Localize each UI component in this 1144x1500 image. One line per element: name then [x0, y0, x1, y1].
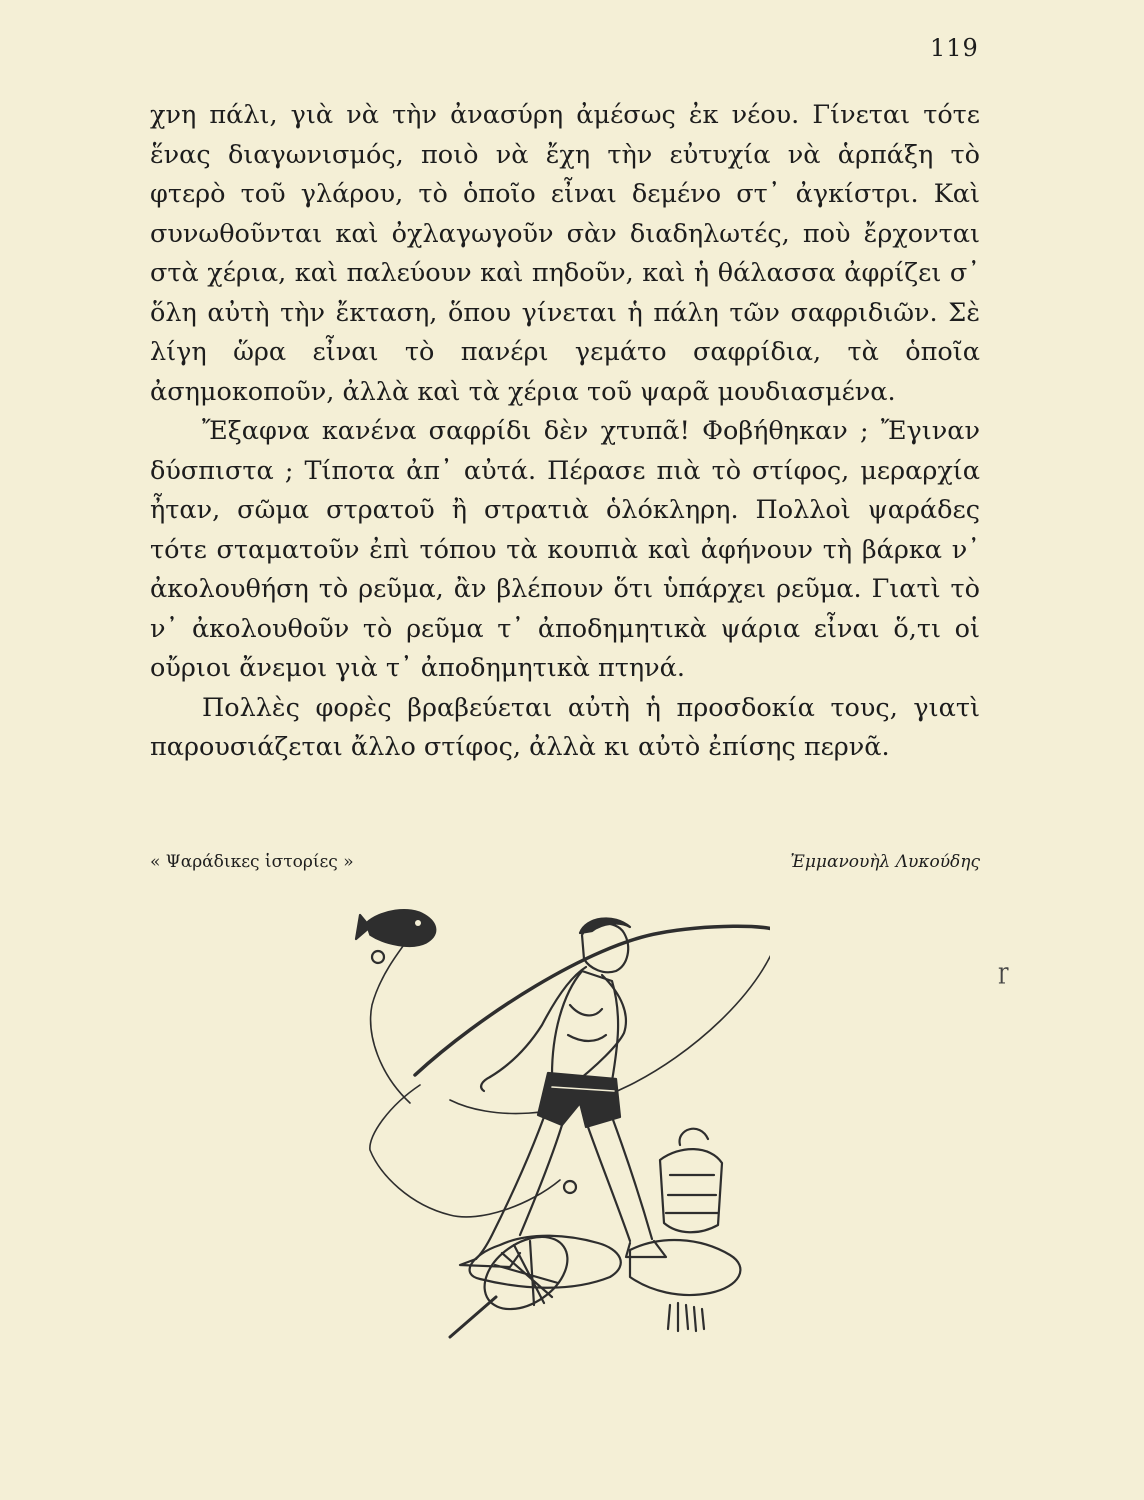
paragraph-1: χνη πάλι, γιὰ νὰ τὴν ἀνασύρη ἀμέσως ἐκ νέου. Γίνεται τότε ἕνας διαγωνισμός, ποιὸ νὰ ἔχη τὴν εὐτυχία νὰ ἁρπάξη τὸ φτερὸ τοῦ γλάρου, τὸ ὁποῖο εἶναι δεμένο στ᾽ ἀγκίστρι. Καὶ συνωθοῦνται καὶ ὀχλαγωγοῦν σὰν διαδηλωτές, ποὺ ἔρχονται στὰ χέρια, καὶ παλεύουν καὶ πηδοῦν, καὶ ἡ θάλασσα ἀφρίζει σ᾽ ὅλη αὐτὴ τὴν ἔκταση, ὅπου γίνεται ἡ πάλη τῶν σαφριδιῶν. Σὲ λίγη ὥρα εἶναι τὸ πανέρι γεμάτο σαφρίδια, τὰ ὁποῖα ἀσημοκοποῦν, ἀλλὰ καὶ τὰ χέρια τοῦ ψαρᾶ μουδιασμένα. [150, 100, 980, 407]
source-title: « Ψαράδικες ἱστορίες » [150, 852, 354, 872]
fisherman-illustration [330, 905, 770, 1345]
stray-mark: ɼ [998, 960, 1009, 985]
body-text [150, 96, 980, 768]
paragraph-2: Ἔξαφνα κανένα σαφρίδι δὲν χτυπᾶ! Φοβήθηκαν ; Ἔγιναν δύσπιστα ; Τίποτα ἀπ᾽ αὐτά. Πέρασε πιὰ τὸ στίφος, μεραρχία ἦταν, σῶμα στρατοῦ ἢ στρατιὰ ὁλόκληρη. Πολλοὶ ψαράδες τότε σταματοῦν ἐπὶ τόπου τὰ κουπιὰ καὶ ἀφήνουν τὴ βάρκα ν᾽ ἀκολουθήση τὸ ρεῦμα, ἂν βλέπουν ὅτι ὑπάρχει ρεῦμα. Γιατὶ τὸ ν᾽ ἀκολουθοῦν τὸ ρεῦμα τ᾽ ἀποδημητικὰ ψάρια εἶναι ὅ,τι οἱ οὔριοι ἄνεμοι γιὰ τ᾽ ἀποδημητικὰ πτηνά. [150, 416, 980, 683]
author-name: Ἐμμανουὴλ Λυκούδης [790, 852, 980, 872]
page-number: 119 [930, 34, 979, 62]
attribution [150, 852, 980, 880]
paragraph-3: Πολλὲς φορὲς βραβεύεται αὐτὴ ἡ προσδοκία τους, γιατὶ παρουσιάζεται ἄλλο στίφος, ἀλλὰ κι αὐτὸ ἐπίσης περνᾶ. [150, 692, 980, 762]
